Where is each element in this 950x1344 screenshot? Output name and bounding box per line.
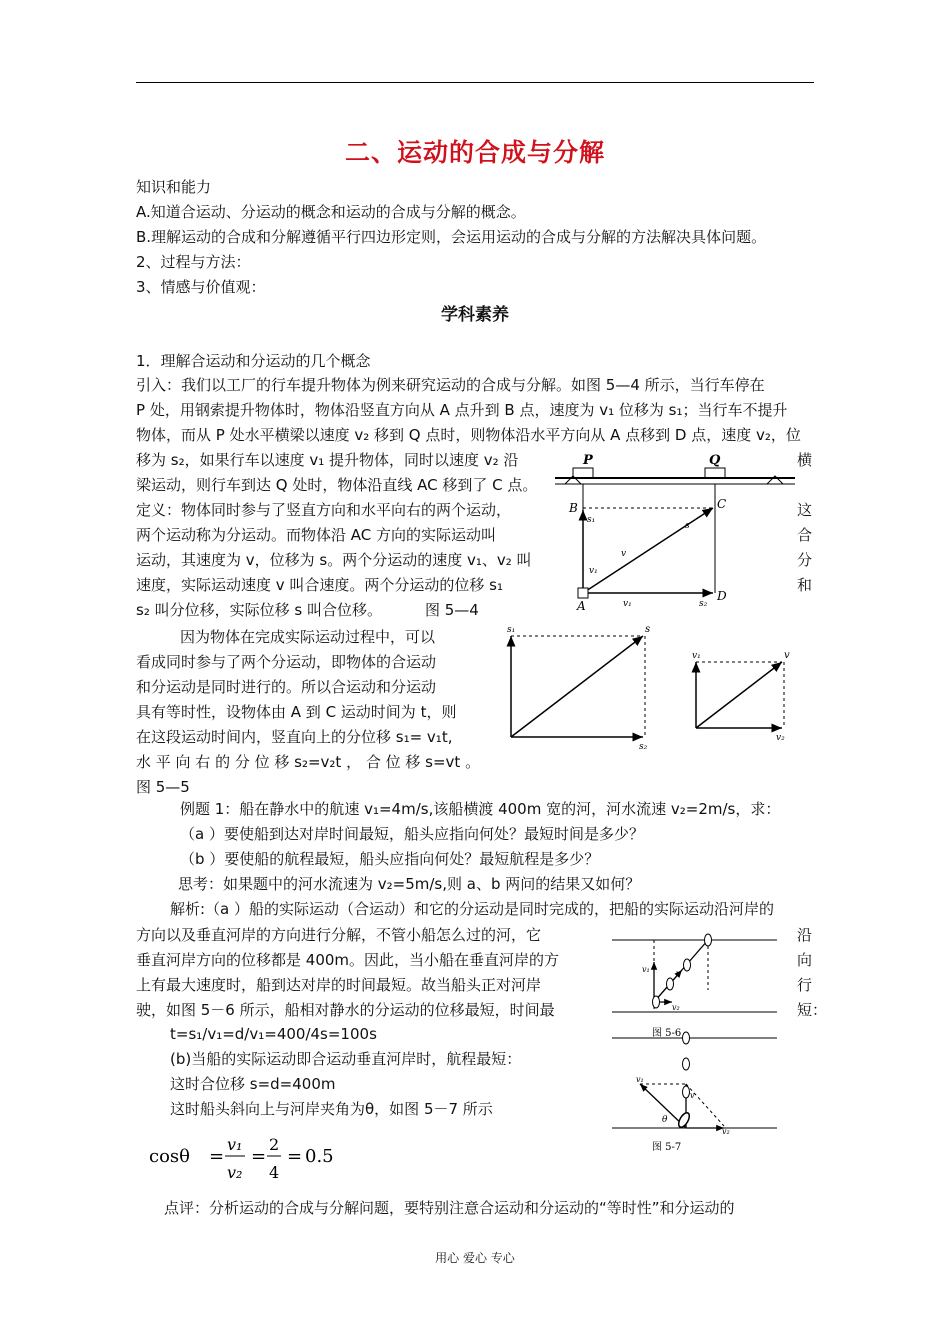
figure-5-5-displacement	[505, 622, 655, 752]
analysis-line: 解析:（a ）船的实际运动（合运动）和它的分运动是同时完成的，把船的实际运动沿河岸的	[170, 900, 775, 918]
concept-line: 因为物体在完成实际运动过程中，可以	[180, 628, 436, 646]
fig57-label-theta: θ	[662, 1115, 668, 1125]
concept-right-word: 合	[797, 526, 813, 544]
analysis-line: 垂直河岸方向的位移都是 400m。因此，当小船在垂直河岸的方	[136, 951, 560, 969]
objectives-heading: 知识和能力	[136, 178, 212, 196]
formula-result: 0.5	[305, 1146, 334, 1167]
svg-text:=: =	[251, 1146, 267, 1167]
figure-5-6	[612, 930, 782, 1042]
fig54-label-q: Q	[709, 453, 721, 468]
concept-line: 水 平 向 右 的 分 位 移 s₂=v₂t ， 合 位 移 s=vt 。	[136, 753, 481, 771]
formula-num2: 2	[269, 1135, 280, 1154]
analysis-right-word: 行	[797, 976, 813, 994]
analysis-line: 方向以及垂直河岸的方向进行分解，不管小船怎么过的河，它	[136, 926, 542, 944]
analysis-line: (b)当船的实际运动即合运动垂直河岸时，航程最短：	[170, 1050, 522, 1068]
analysis-line: t=s₁/v₁=d/v₁=400/4s=100s	[170, 1025, 377, 1043]
section-heading: 学科素养	[441, 305, 509, 325]
fig56-label-v1: v₁	[642, 965, 650, 974]
svg-text:=: =	[287, 1146, 303, 1167]
analysis-line: 这时合位移 s=d=400m	[170, 1075, 336, 1093]
formula-num1: v₁	[227, 1135, 243, 1154]
svg-text:=: =	[209, 1146, 225, 1167]
fig55b-label-v1: v₁	[692, 651, 701, 661]
formula-lhs: cosθ	[149, 1146, 190, 1167]
analysis-right-word: 短：	[797, 1001, 828, 1019]
fig54-label-v1b: v₁	[623, 599, 632, 609]
fig56-caption: 图 5-6	[652, 1028, 682, 1039]
figure-5-5-velocity	[690, 646, 800, 746]
cos-formula	[145, 1128, 345, 1186]
fig55b-label-v: v	[784, 650, 790, 661]
page-footer: 用心 爱心 专心	[435, 1251, 515, 1265]
fig54-label-v1: v₁	[589, 566, 598, 576]
concept-line: 运动，其速度为 v，位移为 s。两个分运动的速度 v₁、v₂ 叫	[136, 551, 532, 569]
analysis-line: 这时船头斜向上与河岸夹角为θ，如图 5－7 所示	[170, 1100, 493, 1118]
concept-line: 具有等时性，设物体由 A 到 C 运动时间为 t，则	[136, 703, 457, 721]
fig57-caption: 图 5-7	[652, 1142, 682, 1153]
analysis-line: 上有最大速度时，船到达对岸的时间最短。故当船头正对河岸	[136, 976, 542, 994]
figure-5-4	[555, 448, 795, 618]
fig57-label-v2: v₂	[722, 1127, 730, 1136]
fig54-label-a: A	[577, 599, 586, 613]
comment: 点评：分析运动的合成与分解问题，要特别注意合运动和分运动的“等时性”和分运动的	[164, 1199, 735, 1217]
objective-a: A.知道合运动、分运动的概念和运动的合成与分解的概念。	[136, 203, 526, 221]
fig54-label-c: C	[717, 497, 727, 511]
concept-line: 梁运动，则行车到达 Q 处时，物体沿直线 AC 移到了 C 点。	[136, 476, 538, 494]
objective-3: 3、情感与价值观：	[136, 278, 266, 296]
fig54-label-s1: s₁	[587, 515, 596, 525]
concept-right-word: 分	[797, 551, 813, 569]
concept-line: 速度，实际运动速度 v 叫合速度。两个分运动的位移 s₁	[136, 576, 504, 594]
header-rule	[136, 82, 814, 83]
concept-line: 在这段运动时间内，竖直向上的分位移 s₁= v₁t,	[136, 728, 453, 746]
fig54-label-d: D	[717, 589, 727, 603]
fig54-label-s2: s₂	[699, 599, 708, 609]
objective-b: B.理解运动的合成和分解遵循平行四边形定则，会运用运动的合成与分解的方法解决具体问题。	[136, 228, 767, 246]
concept-right-word: 和	[797, 576, 813, 594]
concept-line: P 处，用钢索提升物体时，物体沿竖直方向从 A 点升到 B 点，速度为 v₁ 位移为 s₁；当行车不提升	[136, 401, 788, 419]
concept-line: s₂ 叫分位移，实际位移 s 叫合位移。	[136, 601, 382, 619]
concept-line: 看成同时参与了两个分运动，即物体的合运动	[136, 653, 437, 671]
example-question-a: （a ）要使船到达对岸时间最短，船头应指向何处？最短时间是多少？	[180, 825, 644, 843]
analysis-right-word: 沿	[797, 926, 813, 944]
concept-line: 引入：我们以工厂的行车提升物体为例来研究运动的合成与分解。如图 5—4 所示，当行车停在	[136, 376, 765, 394]
fig54-label-b: B	[569, 501, 578, 515]
concepts-heading: 1．理解合运动和分运动的几个概念	[136, 352, 371, 370]
formula-den1: v₂	[227, 1163, 243, 1182]
fig54-label-p: P	[583, 453, 593, 468]
figure-5-7	[612, 1030, 782, 1155]
fig55b-label-v2: v₂	[776, 733, 785, 743]
fig56-label-v2: v₂	[672, 1003, 680, 1012]
fig57-label-v: v	[690, 1091, 695, 1100]
fig54-label-v: v	[621, 549, 627, 559]
example-stem: 例题 1：船在静水中的航速 v₁=4m/s,该船横渡 400m 宽的河，河水流速 v₂=2m/s，求：	[180, 800, 781, 818]
concept-line: 物体，而从 P 处水平横梁以速度 v₂ 移到 Q 点时，则物体沿水平方向从 A 点移到 D 点，速度 v₂，位	[136, 426, 801, 444]
concept-right-word: 横	[797, 451, 813, 469]
fig56-label-v: v	[676, 969, 681, 978]
concept-line: 和分运动是同时进行的。所以合运动和分运动	[136, 678, 437, 696]
fig55a-label-s1: s₁	[507, 625, 516, 635]
fig55a-label-s: s	[645, 624, 651, 635]
fig55a-label-s2: s₂	[639, 742, 648, 752]
analysis-line: 驶，如图 5－6 所示，船相对静水的分运动的位移最短，时间最	[136, 1001, 555, 1019]
concept-line: 移为 s₂，如果行车以速度 v₁ 提升物体，同时以速度 v₂ 沿	[136, 451, 519, 469]
concept-line: 定义：物体同时参与了竖直方向和水平向右的两个运动，	[136, 501, 512, 519]
example-question-b: （b ）要使船的航程最短，船头应指向何处？最短航程是多少？	[180, 850, 600, 868]
example-think: 思考：如果题中的河水流速为 v₂=5m/s,则 a、b 两问的结果又如何？	[178, 875, 641, 893]
objective-2: 2、过程与方法：	[136, 253, 251, 271]
concept-right-word: 这	[797, 501, 813, 519]
page-title: 二、运动的合成与分解	[344, 138, 605, 167]
fig54-label-s: s	[685, 521, 690, 531]
fig55-caption: 图 5—5	[136, 778, 190, 796]
fig54-caption: 图 5—4	[425, 601, 479, 619]
concept-line: 两个运动称为分运动。而物体沿 AC 方向的实际运动叫	[136, 526, 497, 544]
formula-den2: 4	[269, 1163, 280, 1182]
analysis-right-word: 向	[797, 951, 813, 969]
fig57-label-v1: v₁	[636, 1075, 644, 1084]
